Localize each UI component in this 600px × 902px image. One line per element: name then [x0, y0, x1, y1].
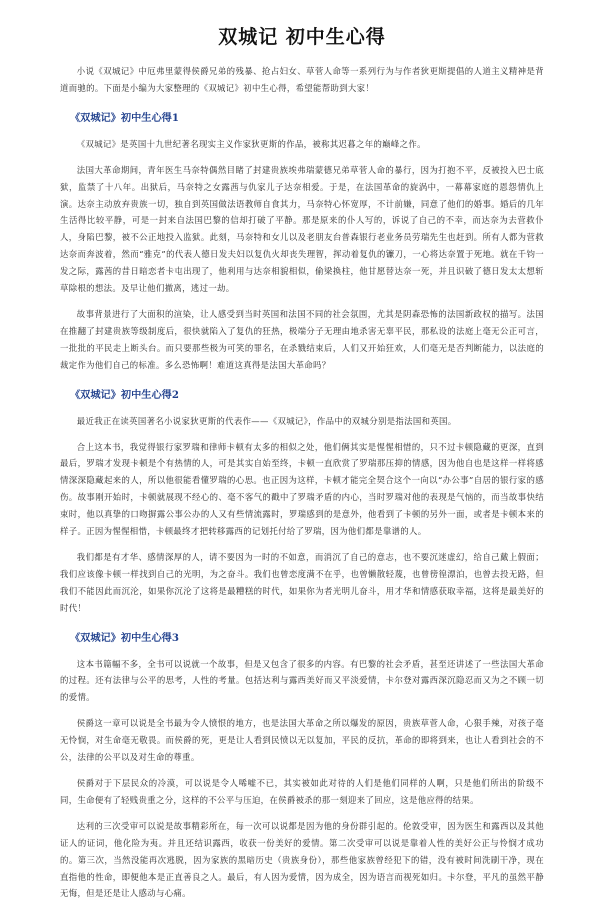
section-heading: 《双城记》初中生心得3	[70, 631, 179, 644]
body-paragraph: 侯爵对于下层民众的冷漠，可以说是令人唏嘘不已，其实被如此对待的人们是他们同样的人啊，只是他们所出的阶级不同，生命便有了轻贱贵重之分，这样的不公平与压迫，在侯爵被杀的那一刻迎来了回应，这是他应得的结果。	[60, 778, 544, 805]
body-paragraph: 我们都是有才华、感情深厚的人，请不要因为一时的不如意，而消沉了自己的意志，也不要沉迷虚幻，给自己戴上假面；我们应该像卡顿一样找到自己的光明，为之奋斗。我们也曾恋度满不在乎，也曾懒散轻蔑，也曾徬徨漂泊，也曾去投无路，但我们不能因此而沉沦，如果你沉沦了这将是最糟糕的时代，如果你为者光明儿奋斗，用才华和情感获取幸福，这将是最美好的时代！	[60, 551, 544, 613]
section-3	[60, 630, 544, 646]
body-paragraph: 故事背景进行了大面积的渲染，让人感受到当时英国和法国不同的社会氛围，尤其是阴森恐怖的法国新政权的描写。法国在推翻了封建贵族等级制度后，很快就陷入了复仇的狂热，极端分子无理由地杀害无辜平民，那私设的法庭上毫无公正可言，一批批的平民走上断头台。而只要那些极为可笑的罪名，在杀戮结束后，人们又开始狂欢，人们毫无是否判断能力，以法庭的裁定作为他们自己的标准。多么恐怖啊！难道这真得是法国大革命吗？	[60, 308, 544, 370]
section-heading: 《双城记》初中生心得2	[70, 388, 179, 401]
body-paragraph: 《双城记》是英国十九世纪著名现实主义作家狄更斯的作品，被称其迟暮之年的巅峰之作。	[76, 138, 426, 149]
document-title: 双城记 初中生心得	[218, 26, 386, 48]
section-1	[60, 110, 544, 126]
body-paragraph: 最近我正在读英国著名小说家狄更斯的代表作——《双城记》，作品中的双城分别是指法国和英国。	[76, 415, 457, 426]
body-paragraph: 法国大革命期间，青年医生马奈特偶然目睹了封建贵族埃弗瑞蒙德兄弟草菅人命的暴行，因为打抱不平，反被投入巴士底狱，监禁了十八年。出狱后，马奈特之女露茜与仇家儿子达奈相爱。于是，在法国革命的旋涡中，一幕幕家庭的恩怨情仇上演。达奈主动放弃贵族一切，独自到英国做法语教师自食其力，马奈特心怀宽厚，不计前嫌，同意了他们的婚事。婚后的几年生活得比较平静，可是一封来自法国巴黎的信却打破了平静。那是原来的仆人写的，诉说了自己的不幸，而达奈为去营救仆人，身陷巴黎，被不公正地投入监狱。此刻，马奈特和女儿以及老朋友台普森银行老业务员劳瑞先生也赶到。所有人都为营救达奈而奔波着，然而“雅克”的代表人德日发夫妇以复仇火却丧失理智，挥动着复仇的镰刀，一心将达奈置于死地。就在千钧一发之际，露茜的昔日暗恋者卡屯出现了，他利用与达奈相貌相似，偷梁换柱，他甘愿替达奈一死，并且识破了德日发太太想斩草除根的想法。及早让他们撤离，逃过一劫。	[60, 164, 544, 294]
body-paragraph: 达利的三次受审可以说是故事精彩所在，每一次可以说都是因为他的身份群引起的。伦敦受审，因为医生和露西以及其他证人的证词，他化险为夷。并且还结识露西，收获一份美好的爱情。第二次受审可以说是靠着人性的美好公正与怜悯才成功的。第三次，当然没能再次逃脱，因为家族的黑暗历史（贵族身份），那些他家族曾经犯下的错，没有被时间洗刷干净，现在直指他的性命，即便他本是正直善良之人。最后，有人因为爱情，因为成全，因为语言而视死如归。卡尔登，平凡的虽然平静无悔，但是还是让人感动与心痛。	[60, 820, 544, 899]
body-paragraph: 侯爵这一章可以说是全书最为令人愤恨的地方，也是法国大革命之所以爆发的原因，贵族草菅人命，心狠手辣，对孩子毫无怜悯，对生命毫无敬畏。而侯爵的死，更是让人看到民愤以无以复加，平民的反抗，革命的即将到来，也让人看到社会的不公，法律的公平以及对生命的尊重。	[60, 718, 544, 763]
section-2	[60, 387, 544, 403]
intro-paragraph: 小说《双城记》中厄弗里蒙得侯爵兄弟的残暴、抢占妇女、草菅人命等一系列行为与作者狄更斯提倡的人道主义精神是背道而驰的。下面是小编为大家整理的《双城记》初中生心得，希望能帮助到大家！	[60, 66, 544, 93]
body-paragraph: 这本书篇幅不多，全书可以说就一个故事，但是又包含了很多的内容。有巴黎的社会矛盾，甚至还讲述了一些法国大革命的过程。还有法律与公平的思考，人性的考量。包括达利与露西美好而又平淡爱情，卡尔登对露西深沉隐忍而又为之不顾一切的爱情。	[60, 658, 544, 703]
section-heading: 《双城记》初中生心得1	[70, 111, 179, 124]
body-paragraph: 合上这本书，我觉得银行家罗瑞和律师卡顿有太多的相似之处，他们俩其实是惺惺相惜的，只不过卡顿隐藏的更深，直到最后，罗瑞才发现卡顿是个有热情的人，可是其实自始至终，卡顿一直欣赏了罗瑞那压抑的情感，因为他自也是这样一样将感情深深隐藏起来的人，所以他很能看懂罗瑞的心思。也正因为这样，卡顿才能完全契合这个一向以“办公事”自居的银行家的感伤。故事刚开始时，卡顿就展现不经心的、毫不客气的戳中了罗瑞矛盾的内心，当时罗瑞对他的表现是气恼的，而当故事快结束时，他以真挚的口吻摒露公事公办的人又有些情流露时，罗瑞感到的是意外，他看到了卡顿的另外一面，或者是卡顿本来的样子。正因为惺惺相惜，卡顿最终才把转移露西的记划托付给了罗瑞，因为他们都是靠谱的人。	[60, 441, 544, 537]
